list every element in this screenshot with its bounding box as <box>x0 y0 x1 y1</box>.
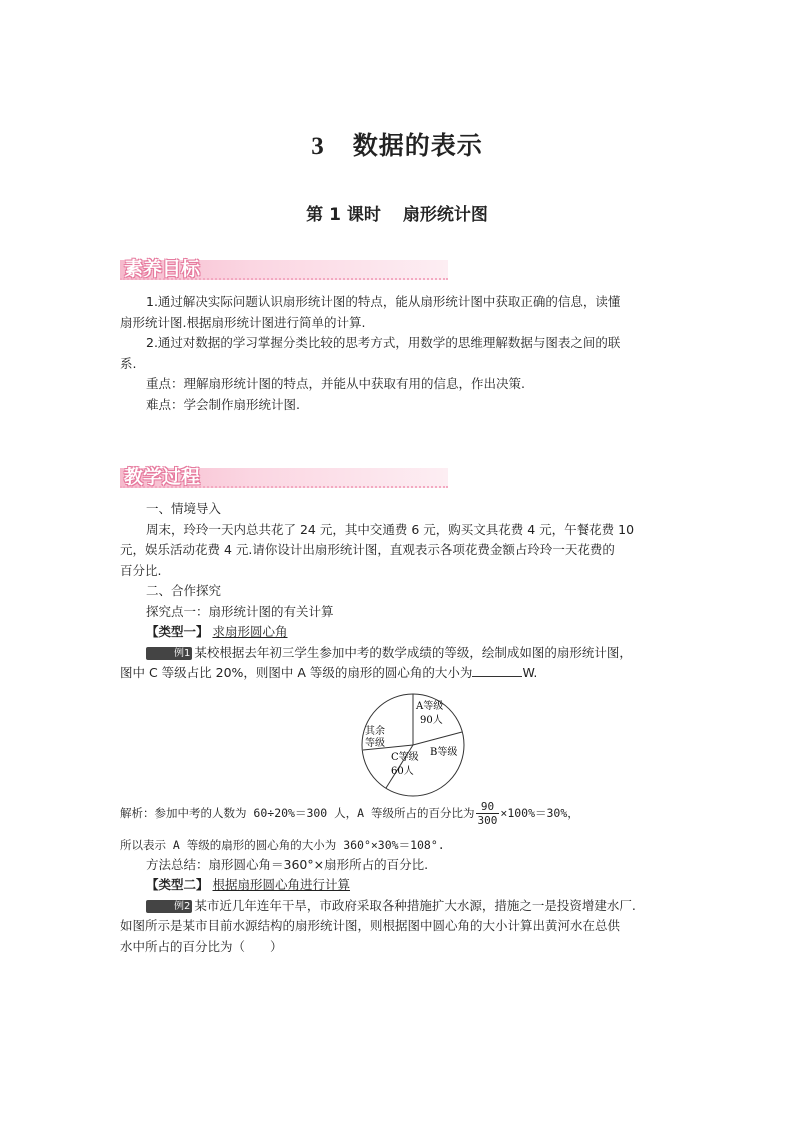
method-summary: 方法总结：扇形圆心角＝360°×扇形所占的百分比. <box>146 857 429 872</box>
type-2-bracket: 【类型二】 <box>146 877 209 892</box>
process-banner <box>120 466 450 488</box>
example-1-line-2-end: W. <box>522 665 538 680</box>
solution-prefix: 解析：参加中考的人数为 60÷20%＝300 人，A 等级所占的百分比为 <box>120 806 475 820</box>
type-1-bracket: 【类型一】 <box>146 624 209 639</box>
difficult-point: 难点：学会制作扇形统计图. <box>146 396 300 412</box>
goal-2-line-2: 系. <box>120 355 137 371</box>
example-1-text: 某校根据去年初三学生参加中考的数学成绩的等级，绘制成如图的扇形统计图， <box>194 644 632 660</box>
intro-line-3: 百分比. <box>120 562 162 578</box>
slice-b-label: B等级 <box>430 747 458 758</box>
slice-c-label: C等级 <box>391 752 419 763</box>
answer-blank <box>472 664 522 677</box>
lesson-topic: 扇形统计图 <box>402 205 488 225</box>
intro-line-1: 周末，玲玲一天内总共花了 24 元，其中交通费 6 元，购买文具花费 4 元，午餐花费 10 <box>146 521 635 537</box>
example-1-line-2 <box>120 663 680 684</box>
solution-fraction <box>476 800 500 827</box>
page-title <box>0 126 794 162</box>
example-1-line-2-text: 图中 C 等级占比 20%，则图中 A 等级的扇形的圆心角的大小为 <box>120 665 473 680</box>
goal-1-line-1: 1.通过解决实际问题认识扇形统计图的特点，能从扇形统计图中获取正确的信息，读懂 <box>146 294 621 309</box>
slice-other-label-2: 等级 <box>365 738 385 749</box>
goals-banner <box>120 258 450 280</box>
goal-1-line-2: 扇形统计图.根据扇形统计图进行简单的计算. <box>120 314 366 330</box>
slice-a-label: A等级 <box>416 701 444 712</box>
lesson-number: 第 1 课时 <box>306 205 381 225</box>
grade-pie-chart <box>358 690 468 800</box>
example-2-section <box>120 875 680 957</box>
type-2-title: 根据扇形圆心角进行计算 <box>212 877 351 892</box>
example-2-text: 某市近几年连年干旱，市政府采取各种措施扩大水源，措施之一是投资增建水厂. <box>194 897 636 913</box>
process-banner-label: 教学过程 <box>124 466 201 488</box>
slice-c-value: 60人 <box>391 766 414 777</box>
explore-point-1: 探究点一：扇形统计图的有关计算 <box>146 603 334 619</box>
fraction-denominator: 300 <box>477 814 498 827</box>
type-2-heading <box>120 875 680 896</box>
key-point: 重点：理解扇形统计图的特点，并能从中获取有用的信息，作出决策. <box>146 376 525 391</box>
goals-banner-label: 素养目标 <box>124 258 201 280</box>
example-1-line-1 <box>120 643 680 664</box>
example-2-tag: 例2 <box>146 900 192 913</box>
process-section <box>120 499 680 684</box>
solution-suffix: ×100%＝30%， <box>500 806 579 820</box>
example-2-line-3: 水中所占的百分比为（ ） <box>120 938 283 954</box>
goals-section <box>120 292 680 415</box>
slice-a-value: 90人 <box>420 715 443 726</box>
section-number: 3 <box>311 133 325 160</box>
section-title: 数据的表示 <box>352 131 483 160</box>
goal-2-line-1: 2.通过对数据的学习掌握分类比较的思考方式，用数学的思维理解数据与图表之间的联 <box>146 335 621 350</box>
example-2-line-1 <box>120 896 680 917</box>
fraction-numerator: 90 <box>476 800 500 814</box>
solution-line-2: 所以表示 A 等级的扇形的圆心角的大小为 360°×30%＝108°. <box>120 838 445 852</box>
type-1-heading <box>120 622 680 643</box>
intro-heading: 一、情境导入 <box>146 501 222 516</box>
lesson-subtitle <box>0 200 794 225</box>
solution-line-1 <box>120 800 690 827</box>
type-1-title: 求扇形圆心角 <box>212 624 288 639</box>
intro-line-2: 元，娱乐活动花费 4 元.请你设计出扇形统计图，直观表示各项花费金额占玲玲一天花费的 <box>120 542 615 557</box>
example-2-line-2: 如图所示是某市目前水源结构的扇形统计图，则根据图中圆心角的大小计算出黄河水在总供 <box>120 918 621 933</box>
slice-other-label-1: 其余 <box>365 726 385 737</box>
example-1-tag: 例1 <box>146 647 192 660</box>
explore-heading: 二、合作探究 <box>146 583 222 598</box>
